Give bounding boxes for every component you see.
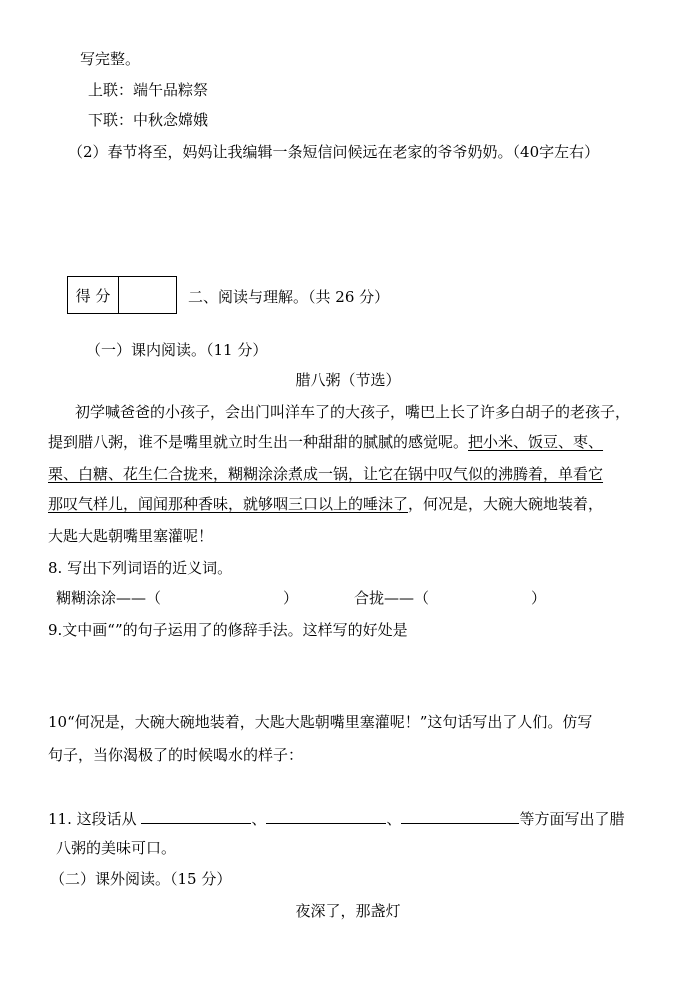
passage-title: 夜深了，那盏灯: [295, 902, 401, 920]
question-8-items: [56, 588, 298, 608]
score-label: 得 分: [68, 277, 119, 313]
answer-blank-3[interactable]: [401, 807, 519, 824]
underlined-sentence: 那叹气样儿，闻闻那种香味，就够咽三口以上的唾沫了: [48, 495, 409, 513]
question-11: [48, 807, 624, 829]
couplet-upper: 上联：端午品粽祭: [88, 81, 209, 99]
question-11-cont: 八粥的美味可口。: [56, 839, 177, 857]
text-line: 写完整。: [80, 50, 141, 68]
separator: 、: [386, 810, 402, 828]
question-10-cont: 句子，当你渴极了的时候喝水的样子：: [48, 746, 304, 764]
passage-title: 腊八粥（节选）: [295, 371, 401, 389]
couplet-lower: 下联：中秋念嫦娥: [88, 111, 209, 129]
passage-line: [48, 432, 603, 452]
synonym-b-label: 合拢——（: [354, 589, 430, 607]
passage-line: 初学喊爸爸的小孩子，会出门叫洋车了的大孩子，嘴巴上长了许多白胡子的老孩子，: [75, 403, 631, 421]
question-11-tail: 等方面写出了腊: [519, 810, 625, 828]
question-11-label: 11. 这段话从: [48, 810, 137, 828]
question-8: 8. 写出下列词语的近义词。: [48, 559, 233, 577]
synonym-a-close: ）: [283, 589, 299, 607]
answer-blank-1[interactable]: [141, 807, 251, 824]
underlined-sentence: 栗、白糖、花生仁合拢来，糊糊涂涂煮成一锅，让它在锅中叹气似的沸腾着，单看它: [48, 465, 604, 483]
answer-blank-2[interactable]: [266, 807, 386, 824]
passage-line: 大匙大匙朝嘴里塞灌呢！: [48, 527, 214, 545]
part-heading: （二）课外阅读。（15 分）: [50, 870, 232, 888]
score-box: [67, 276, 177, 314]
question-9: 9.文中画“”的句子运用了的修辞手法。这样写的好处是: [48, 621, 408, 639]
underlined-sentence: 把小米、饭豆、枣、: [468, 433, 604, 451]
question-8-items-b: [354, 588, 546, 608]
synonym-b-close: ）: [531, 589, 547, 607]
synonym-a-label: 糊糊涂涂——（: [56, 589, 162, 607]
score-value[interactable]: [119, 277, 176, 313]
passage-text: 提到腊八粥，谁不是嘴里就立时生出一种甜甜的腻腻的感觉呢。: [48, 433, 469, 451]
section-title: 二、阅读与理解。（共 26 分）: [188, 288, 390, 306]
part-heading: （一）课内阅读。（11 分）: [86, 341, 268, 359]
question-2: （2）春节将至，妈妈让我编辑一条短信问候远在老家的爷爷奶奶。（40字左右）: [68, 143, 600, 161]
question-10: 10“何况是，大碗大碗地装着，大匙大匙朝嘴里塞灌呢！”这句话写出了人们。仿写: [48, 713, 593, 731]
passage-text: ，何况是，大碗大碗地装着，: [408, 495, 604, 513]
passage-line: [48, 494, 603, 514]
separator: 、: [251, 810, 267, 828]
